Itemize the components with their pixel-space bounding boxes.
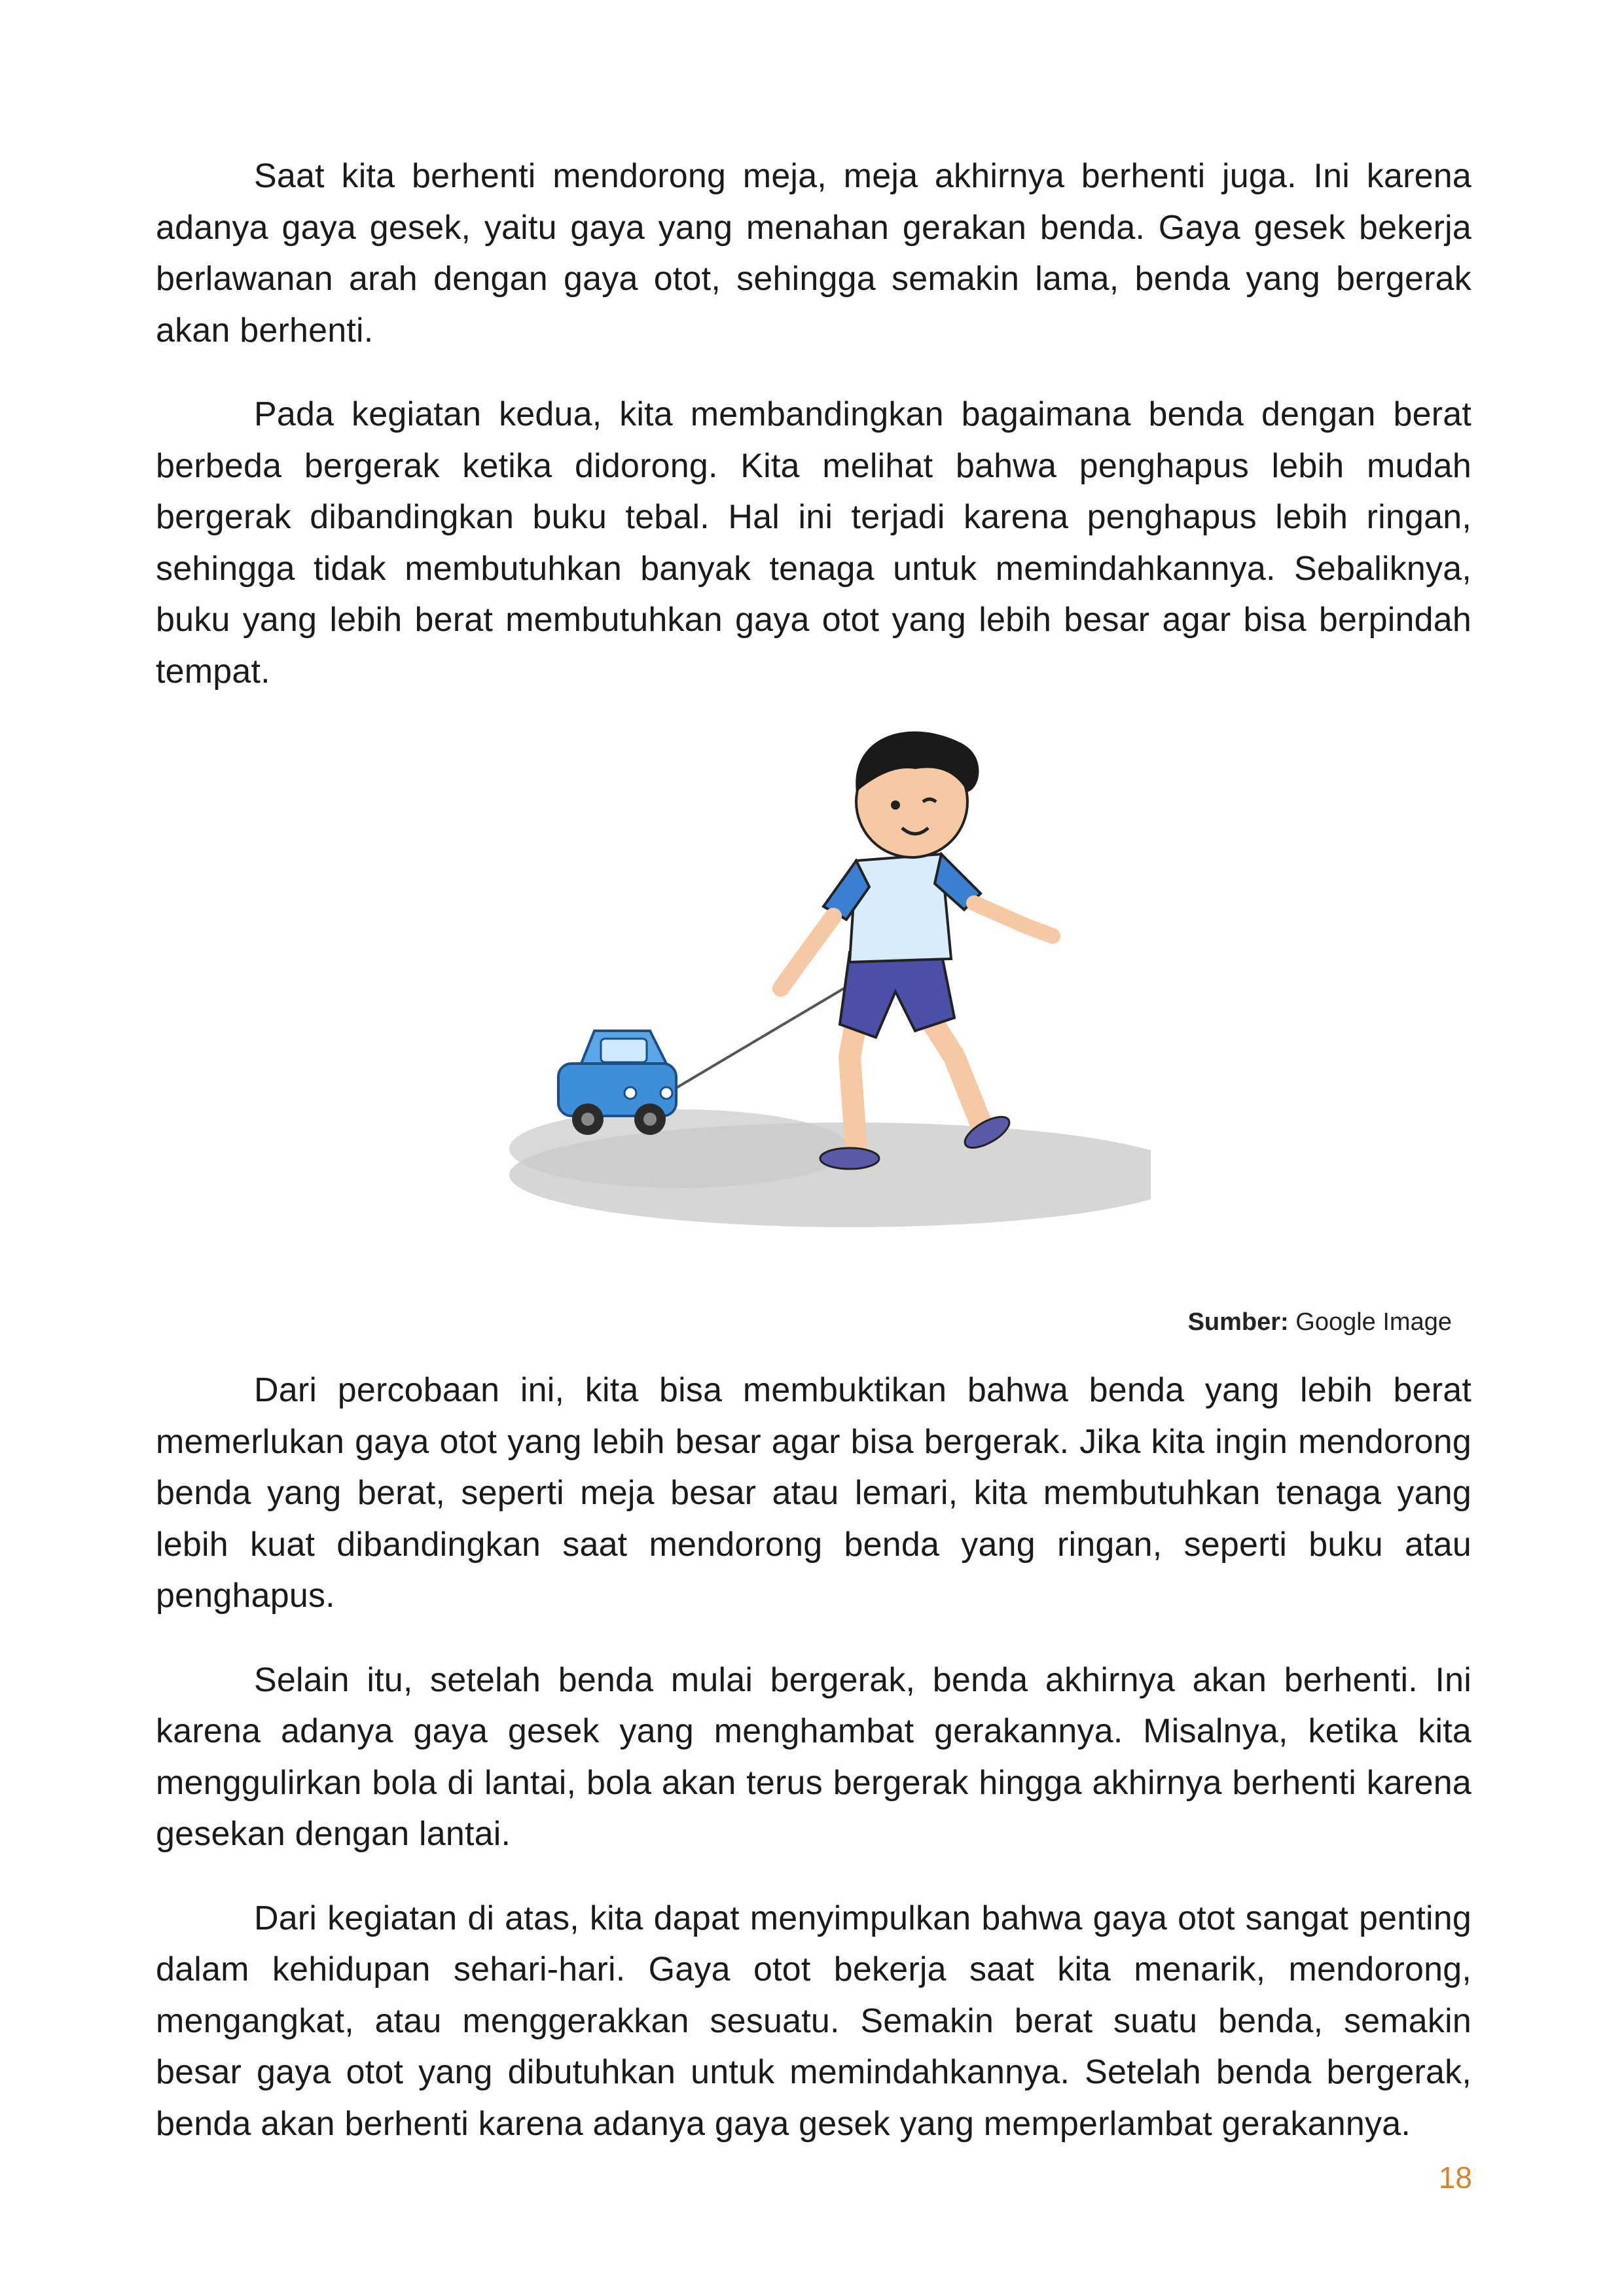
floor-shadow-light [509,1109,850,1188]
page-number: 18 [1438,2161,1472,2195]
caption-source: Google Image [1295,1308,1452,1336]
pull-string [657,985,850,1100]
paragraph-2: Pada kegiatan kedua, kita membandingkan bagaimana benda dengan berat berbeda bergerak ketika didorong. Kita melihat bahwa penghapus lebih mudah bergerak dibandingkan buku tebal. Hal ini terjadi karena penghapus lebih ringan, sehingga tidak membutuhkan banyak tenaga untuk memindahkannya. Sebaliknya, buku yang lebih berat membutuhkan gaya otot yang lebih besar agar bisa berpindah tempat. [156,395,1471,691]
boy-pulling-toy-car-illustration [483,730,1151,1240]
caption-label: Sumber: [1187,1308,1289,1336]
illustration-figure [156,730,1471,1240]
paragraph-5: Dari kegiatan di atas, kita dapat menyimpulkan bahwa gaya otot sangat penting dalam kehidupan sehari-hari. Gaya otot bekerja saat kita menarik, mendorong, mengangkat, atau menggerakkan sesuatu. Semakin berat suatu benda, semakin besar gaya otot yang dibutuhkan untuk memindahkannya. Setelah benda bergerak, benda akan berhenti karena adanya gaya gesek yang memperlambat gerakannya. [156,1899,1471,2143]
page-content [156,151,1471,2182]
figure-caption [156,1306,1452,1338]
boy-icon [781,731,1053,1169]
paragraph-3: Dari percobaan ini, kita bisa membuktikan bahwa benda yang lebih berat memerlukan gaya otot yang lebih besar agar bisa bergerak. Jika kita ingin mendorong benda yang berat, seperti meja besar atau lemari, kita membutuhkan tenaga yang lebih kuat dibandingkan saat mendorong benda yang ringan, seperti buku atau penghapus. [156,1371,1471,1615]
paragraph-1: Saat kita berhenti mendorong meja, meja akhirnya berhenti juga. Ini karena adanya gaya gesek, yaitu gaya yang menahan gerakan benda. Gaya gesek bekerja berlawanan arah dengan gaya otot, sehingga semakin lama, benda yang bergerak akan berhenti. [156,157,1471,350]
paragraph-4: Selain itu, setelah benda mulai bergerak, benda akhirnya akan berhenti. Ini karena adanya gaya gesek yang menghambat gerakannya. Misalnya, ketika kita menggulirkan bola di lantai, bola akan terus bergerak hingga akhirnya berhenti karena gesekan dengan lantai. [156,1660,1471,1853]
